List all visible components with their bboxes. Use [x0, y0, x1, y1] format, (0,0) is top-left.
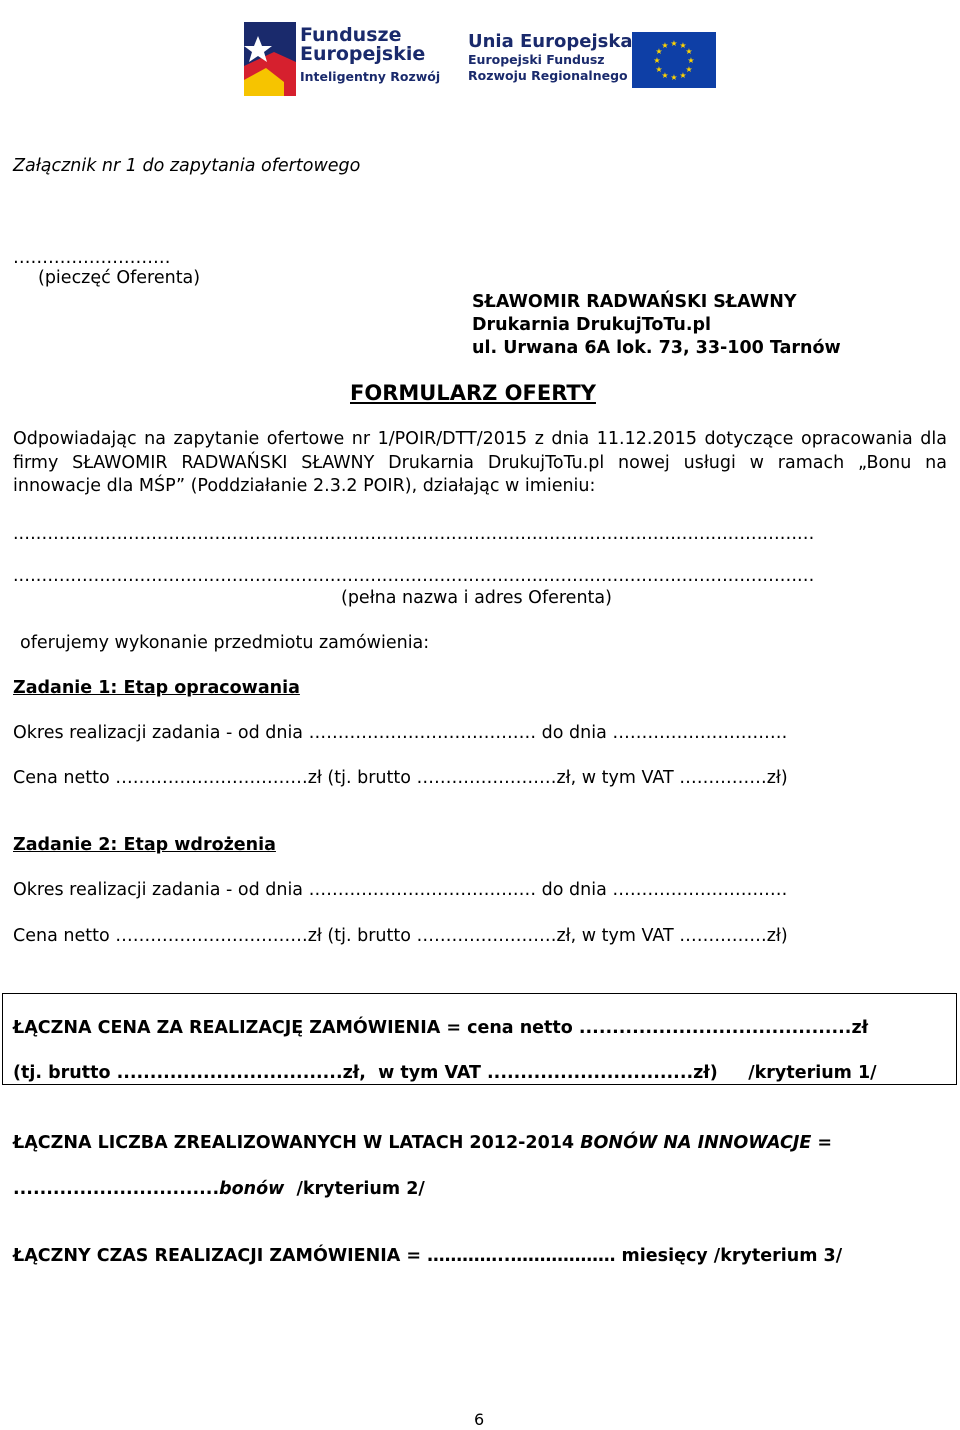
svg-text:★: ★ — [661, 41, 669, 50]
vouchers-italic-label: BONÓW NA INNOWACJE — [580, 1133, 812, 1153]
name-label: (pełna nazwa i adres Oferenta) — [341, 588, 612, 608]
ue-subtitle-1: Europejski Fundusz — [468, 52, 605, 67]
recipient-line-1: SŁAWOMIR RADWAŃSKI SŁAWNY — [472, 292, 797, 312]
name-dots-line-2: .………………………………………………………………………………………………………………………… — [13, 566, 815, 586]
vouchers-label: ŁĄCZNA LICZBA ZREALIZOWANYCH W LATACH 2012-2014 — [13, 1133, 581, 1153]
vouchers-criterion: /kryterium 2/ — [284, 1179, 425, 1199]
total-line-2: (tj. brutto ..................................zł, w tym VAT ...............................zł) /kryterium 1/ — [13, 1063, 877, 1083]
page-number: 6 — [474, 1410, 485, 1429]
form-title: FORMULARZ OFERTY — [350, 381, 596, 405]
intro-paragraph: Odpowiadając na zapytanie ofertowe nr 1/POIR/DTT/2015 z dnia 11.12.2015 dotyczące opracowania dla firmy SŁAWOMIR RADWAŃSKI SŁAWNY Drukarnia DrukujToTu.pl nowej usługi w ramach „Bonu na innowacje dla MŚP” (Poddziałanie 2.3.2 POIR), działając w imieniu: — [13, 429, 947, 496]
recipient-line-2: Drukarnia DrukujToTu.pl — [472, 315, 712, 335]
task2-price: Cena netto ……………………………zł (tj. brutto ……………………zł, w tym VAT ……………zł) — [13, 926, 788, 946]
name-dots-line-1: .………………………………………………………………………………………………………………………… — [13, 524, 815, 544]
attachment-label: Załącznik nr 1 do zapytania ofertowego — [13, 156, 361, 176]
vouchers-dots: ............................... — [13, 1179, 220, 1199]
eu-flag-icon — [632, 32, 716, 88]
svg-text:★: ★ — [661, 71, 669, 80]
header-logos — [240, 18, 720, 104]
fundusze-europejskie-text — [300, 26, 440, 86]
ue-subtitle-2: Rozwoju Regionalnego — [468, 68, 628, 83]
stamp-label: (pieczęć Oferenta) — [38, 268, 201, 288]
svg-text:★: ★ — [687, 56, 695, 65]
svg-text:★: ★ — [679, 71, 687, 80]
task2-title: Zadanie 2: Etap wdrożenia — [13, 835, 276, 855]
stamp-dots: ……………………… — [13, 248, 171, 268]
fundusze-europejskie-logo — [244, 22, 296, 96]
recipient-line-3: ul. Urwana 6A lok. 73, 33-100 Tarnów — [472, 338, 841, 358]
total-line-1: ŁĄCZNA CENA ZA REALIZACJĘ ZAMÓWIENIA = cena netto .........................................zł — [13, 1018, 869, 1038]
vouchers-unit: bonów — [219, 1179, 285, 1199]
svg-text:★: ★ — [655, 47, 663, 56]
offer-line: oferujemy wykonanie przedmiotu zamówienia: — [20, 633, 430, 653]
fe-title-2: Europejskie — [300, 43, 426, 65]
ue-title: Unia Europejska — [468, 31, 633, 52]
task1-title: Zadanie 1: Etap opracowania — [13, 678, 300, 698]
task2-period: Okres realizacji zadania - od dnia ………………………………… do dnia ………………………… — [13, 880, 788, 900]
svg-text:★: ★ — [679, 41, 687, 50]
vouchers-line-2 — [13, 1179, 425, 1199]
svg-text:★: ★ — [685, 65, 693, 74]
svg-text:★: ★ — [670, 39, 678, 48]
svg-text:★: ★ — [685, 47, 693, 56]
vouchers-line-1 — [13, 1133, 832, 1153]
recipient-address — [472, 291, 841, 360]
task1-price: Cena netto ……………………………zł (tj. brutto ……………………zł, w tym VAT ……………zł) — [13, 768, 788, 788]
time-line: ŁĄCZNY CZAS REALIZACJI ZAMÓWIENIA = …………..……………… miesięcy /kryterium 3/ — [13, 1246, 843, 1266]
unia-europejska-text — [468, 32, 632, 84]
task1-period: Okres realizacji zadania - od dnia ………………………………… do dnia ………………………… — [13, 723, 788, 743]
svg-text:★: ★ — [655, 65, 663, 74]
vouchers-equals: = — [811, 1133, 833, 1153]
svg-text:★: ★ — [670, 73, 678, 82]
fe-title-1: Fundusze — [300, 24, 402, 46]
svg-text:★: ★ — [653, 56, 661, 65]
fe-subtitle: Inteligentny Rozwój — [300, 69, 441, 84]
